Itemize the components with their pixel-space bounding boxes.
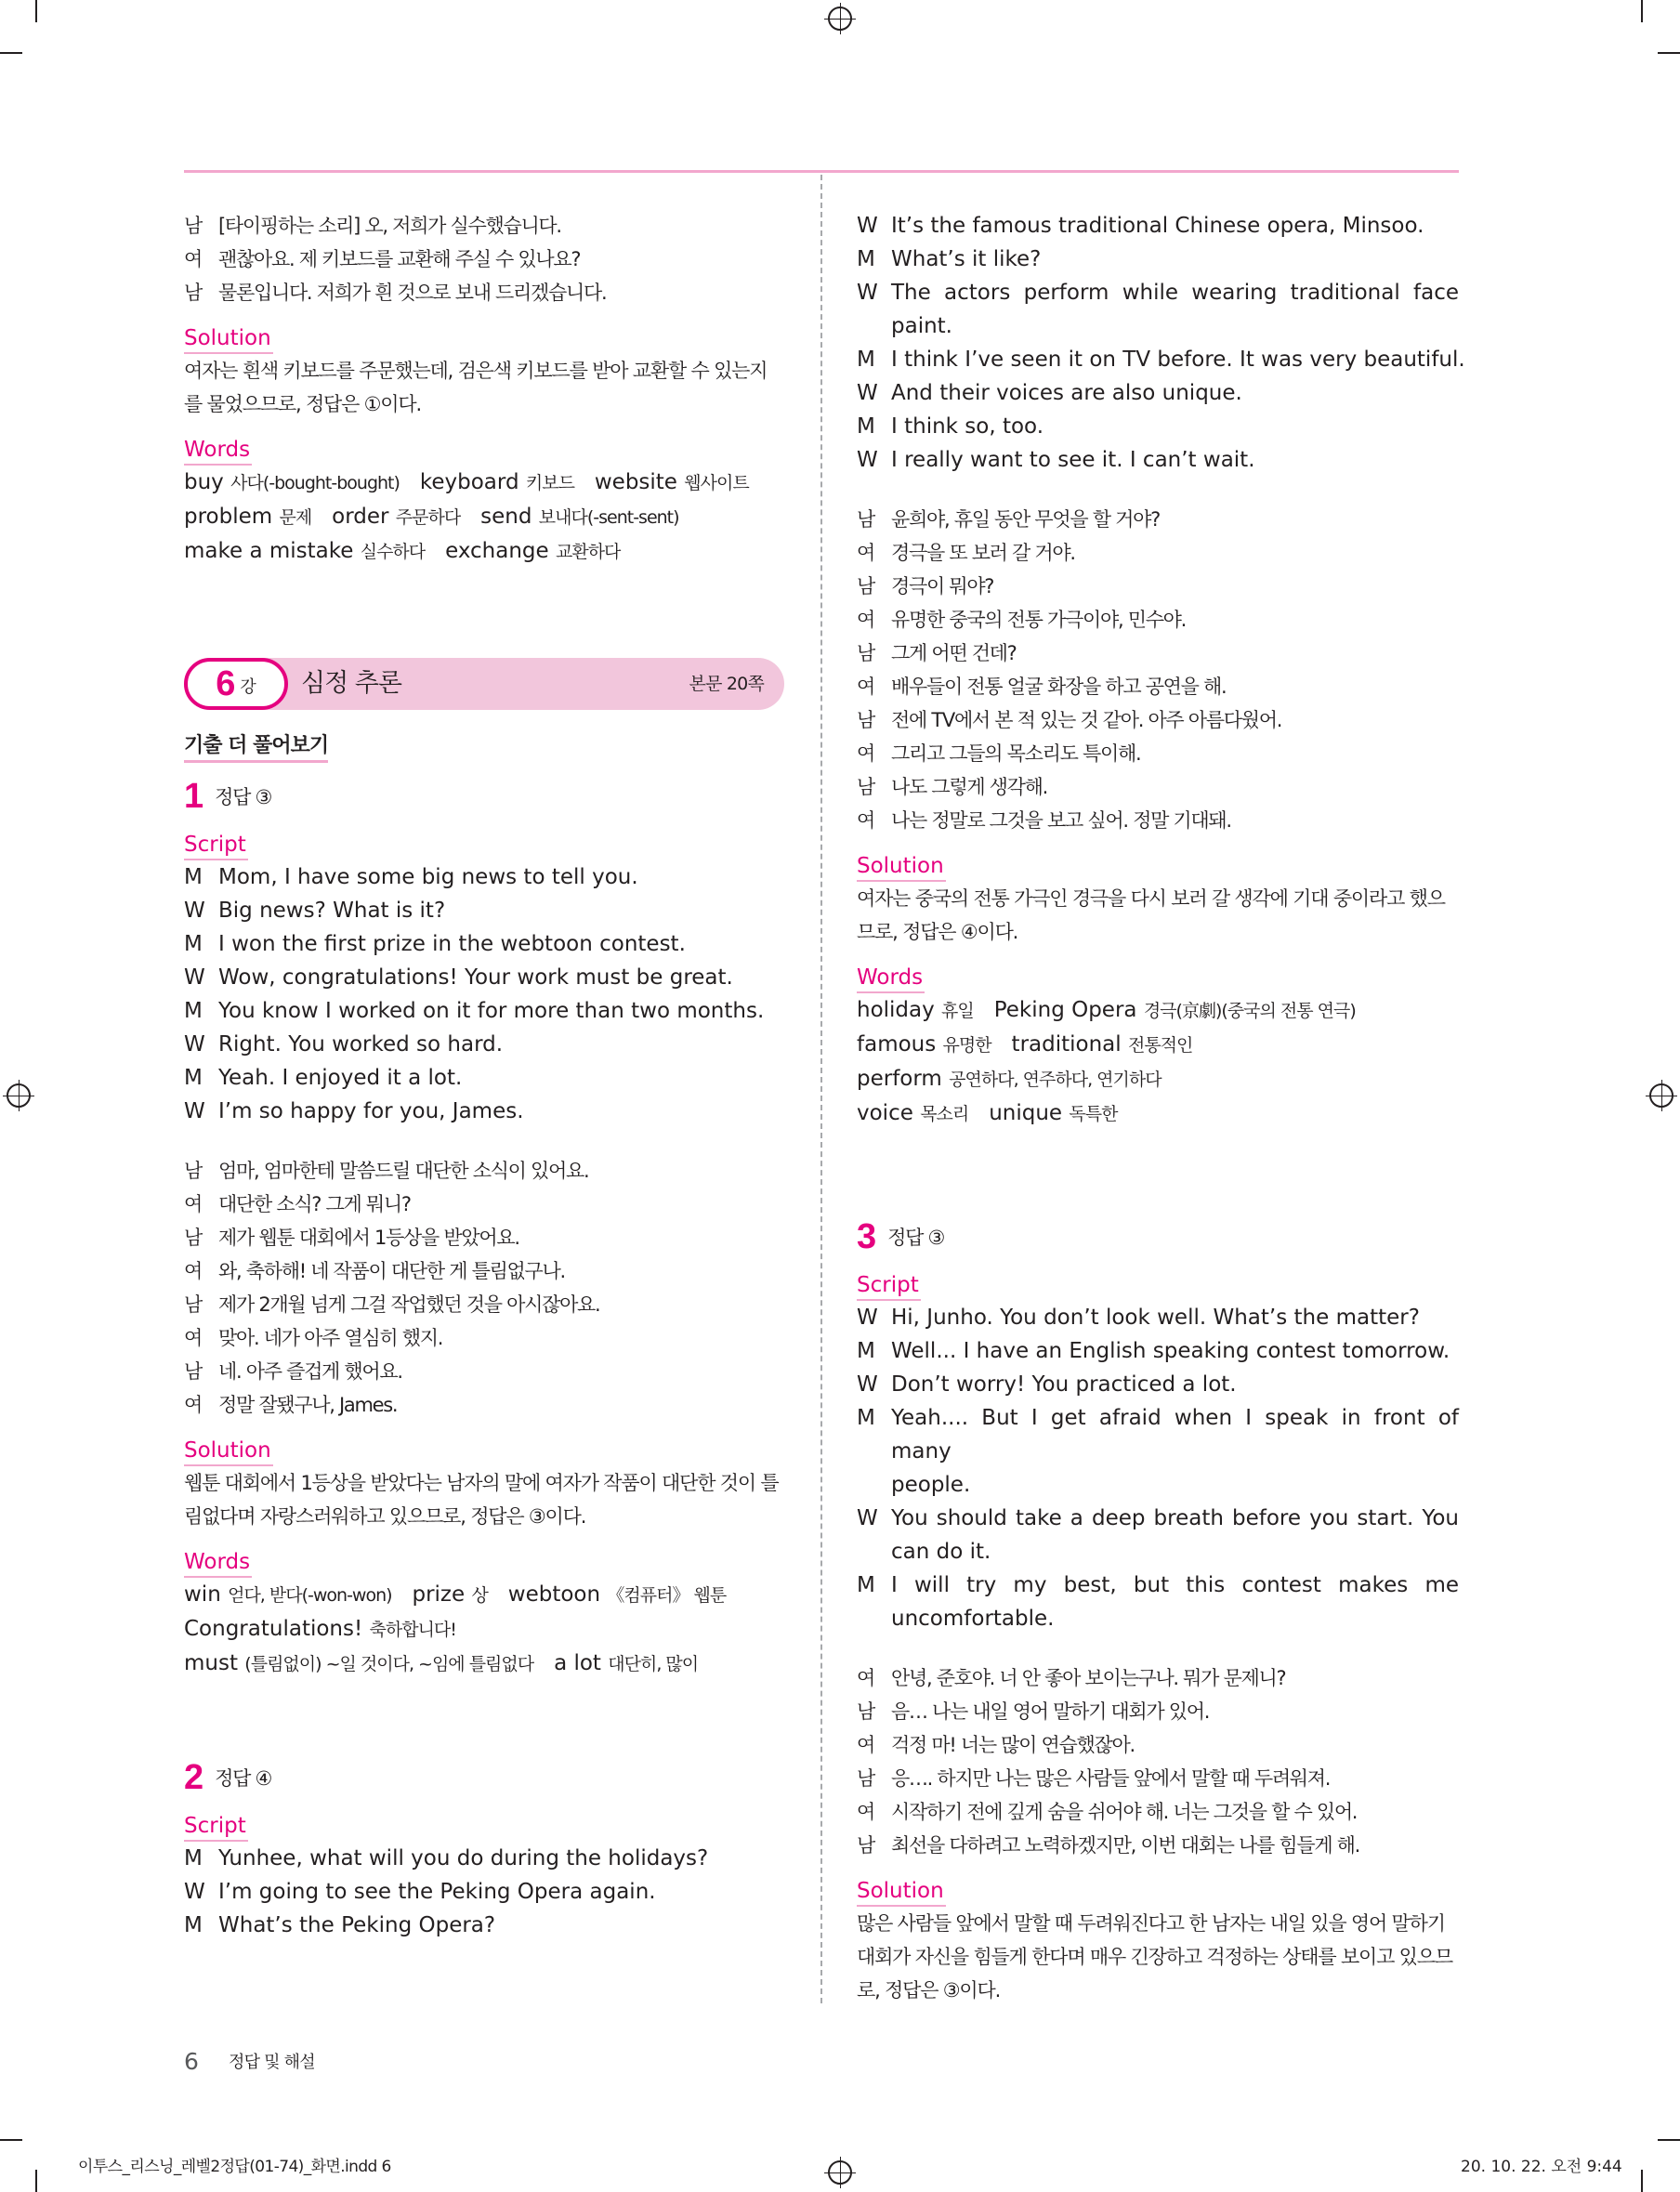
words-line bbox=[184, 500, 784, 534]
line-continuation: people. bbox=[891, 1473, 971, 1497]
line-text: 최선을 다하려고 노력하겠지만, 이번 대회는 나를 힘들게 해. bbox=[891, 1834, 1360, 1857]
line-text: 대단한 소식? 그게 뭐니? bbox=[218, 1193, 411, 1215]
line-text: I’m going to see the Peking Opera again. bbox=[218, 1880, 656, 1904]
line-text: I won the first prize in the webtoon contest. bbox=[218, 932, 686, 956]
word-en: a lot bbox=[554, 1651, 601, 1675]
line-continuation: uncomfortable. bbox=[891, 1607, 1055, 1631]
line-text: 네. 아주 즐겁게 했어요. bbox=[218, 1360, 402, 1383]
word-ko: 사다(-bought-bought) bbox=[230, 473, 400, 493]
registration-mark-icon bbox=[828, 2160, 852, 2185]
line-text: It’s the famous traditional Chinese opera, Minsoo. bbox=[891, 214, 1424, 238]
line-text: 윤희야, 휴일 동안 무엇을 할 거야? bbox=[891, 508, 1160, 531]
word-en: traditional bbox=[1011, 1032, 1122, 1057]
speaker-label: 여 bbox=[857, 1667, 874, 1689]
speaker-label: 여 bbox=[184, 248, 202, 270]
dialogue-line bbox=[184, 1288, 784, 1321]
line-text: 제가 2개월 넘게 그걸 작업했던 것을 아시잖아요. bbox=[218, 1293, 600, 1316]
words-line bbox=[184, 534, 784, 569]
dialogue-korean bbox=[184, 209, 784, 309]
solution-heading: Solution bbox=[184, 324, 273, 354]
speaker-label: W bbox=[184, 1032, 205, 1057]
registration-mark-icon bbox=[7, 1083, 31, 1108]
speaker-label: W bbox=[184, 965, 205, 990]
dialogue-line bbox=[184, 961, 784, 994]
words-line bbox=[184, 1612, 784, 1647]
dialogue-line bbox=[857, 1301, 1459, 1334]
dialogue-line bbox=[184, 1028, 784, 1061]
dialogue-line bbox=[184, 1875, 784, 1909]
speaker-label: 여 bbox=[857, 809, 874, 832]
dialogue-line bbox=[184, 243, 784, 276]
speaker-label: 여 bbox=[184, 1193, 202, 1215]
question-number: 1 bbox=[184, 777, 204, 816]
dialogue-line bbox=[184, 894, 784, 927]
speaker-label: W bbox=[184, 899, 205, 923]
dialogue-line bbox=[184, 1254, 784, 1288]
word-en: order bbox=[332, 505, 389, 529]
word-ko: 실수하다 bbox=[360, 542, 426, 562]
dialogue-line bbox=[184, 927, 784, 961]
line-text: You know I worked on it for more than two months. bbox=[218, 999, 765, 1023]
dialogue-line bbox=[857, 1762, 1459, 1795]
solution-text: 여자는 중국의 전통 가극인 경극을 다시 보러 갈 생각에 기대 중이라고 했으므로, 정답은 ④이다. bbox=[857, 887, 1445, 943]
dialogue-line bbox=[184, 209, 784, 243]
crop-mark bbox=[35, 2170, 37, 2192]
word-en: famous bbox=[857, 1032, 937, 1057]
speaker-label: M bbox=[184, 1913, 203, 1937]
solution-heading: Solution bbox=[857, 1877, 946, 1907]
dialogue-line bbox=[184, 1188, 784, 1221]
word-en: exchange bbox=[445, 539, 549, 563]
dialogue-line bbox=[857, 410, 1459, 443]
speaker-label: 여 bbox=[184, 1394, 202, 1416]
word-en: make a mistake bbox=[184, 539, 354, 563]
dialogue-line bbox=[857, 703, 1459, 737]
answer-label: 정답 ③ bbox=[215, 786, 272, 808]
slug-date: 20. 10. 22. 오전 9:44 bbox=[1461, 2158, 1622, 2176]
speaker-label: 여 bbox=[857, 742, 874, 765]
question-header bbox=[184, 778, 784, 816]
word-ko: 공연하다, 연주하다, 연기하다 bbox=[949, 1070, 1162, 1090]
dialogue-line bbox=[184, 1154, 784, 1188]
line-text: 와, 축하해! 네 작품이 대단한 게 틀림없구나. bbox=[218, 1260, 565, 1282]
solution-heading: Solution bbox=[857, 852, 946, 882]
speaker-label: 여 bbox=[857, 1801, 874, 1823]
script-dialogue bbox=[184, 1842, 784, 1942]
line-continuation: paint. bbox=[891, 314, 952, 338]
word-ko: 목소리 bbox=[920, 1104, 969, 1124]
words-line bbox=[184, 1647, 784, 1681]
speaker-label: 남 bbox=[184, 1293, 202, 1316]
word-en: perform bbox=[857, 1067, 942, 1091]
left-column bbox=[184, 209, 784, 1942]
line-text: 걱정 마! 너는 많이 연습했잖아. bbox=[891, 1734, 1135, 1756]
line-text: The actors perform while wearing traditional face bbox=[891, 281, 1459, 305]
dialogue-line bbox=[857, 1661, 1459, 1695]
crop-mark bbox=[1641, 0, 1643, 22]
question-number: 2 bbox=[184, 1758, 204, 1797]
word-ko: 휴일 bbox=[941, 1001, 974, 1021]
dialogue-line bbox=[857, 1401, 1459, 1468]
speaker-label: W bbox=[857, 448, 878, 472]
line-text: Hi, Junho. You don’t look well. What’s the matter? bbox=[891, 1306, 1420, 1330]
word-en: send bbox=[480, 505, 532, 529]
line-text: What’s the Peking Opera? bbox=[218, 1913, 496, 1937]
word-ko: 주문하다 bbox=[395, 507, 461, 528]
line-text: 시작하기 전에 깊게 숨을 쉬어야 해. 너는 그것을 할 수 있어. bbox=[891, 1801, 1358, 1823]
line-text: 나는 정말로 그것을 보고 싶어. 정말 기대돼. bbox=[891, 809, 1231, 832]
speaker-label: W bbox=[857, 1372, 878, 1397]
script-heading: Script bbox=[184, 1812, 248, 1842]
words-line bbox=[857, 1096, 1459, 1131]
words-heading: Words bbox=[857, 964, 925, 993]
line-continuation: can do it. bbox=[891, 1540, 991, 1564]
dialogue-line bbox=[857, 670, 1459, 703]
word-en: keyboard bbox=[419, 470, 519, 494]
line-text: I think so, too. bbox=[891, 414, 1044, 439]
dialogue-line bbox=[857, 1502, 1459, 1535]
line-text: 제가 웹툰 대회에서 1등상을 받았어요. bbox=[218, 1227, 519, 1249]
speaker-label: W bbox=[184, 1880, 205, 1904]
slug-filename: 이투스_리스닝_레벨2정답(01-74)_화면.indd 6 bbox=[78, 2158, 391, 2176]
line-text: Mom, I have some big news to tell you. bbox=[218, 865, 638, 889]
words-line bbox=[857, 993, 1459, 1028]
registration-mark-icon bbox=[828, 7, 852, 31]
word-ko: 상 bbox=[471, 1585, 488, 1606]
speaker-label: W bbox=[857, 214, 878, 238]
page-reference: 본문 20쪽 bbox=[689, 674, 764, 694]
word-ko: 웹사이트 bbox=[684, 473, 749, 493]
script-dialogue bbox=[184, 860, 784, 1128]
dialogue-line bbox=[184, 1909, 784, 1942]
word-en: unique bbox=[989, 1101, 1063, 1125]
solution-text: 여자는 흰색 키보드를 주문했는데, 검은색 키보드를 받아 교환할 수 있는지를 물었으므로, 정답은 ①이다. bbox=[184, 360, 768, 415]
dialogue-line bbox=[857, 536, 1459, 570]
word-ko: 대단히, 많이 bbox=[608, 1654, 699, 1674]
dialogue-line bbox=[184, 276, 784, 309]
line-text: 그리고 그들의 목소리도 특이해. bbox=[891, 742, 1141, 765]
dialogue-line bbox=[857, 243, 1459, 276]
crop-mark bbox=[1658, 2139, 1680, 2141]
line-text: 물론입니다. 저희가 흰 것으로 보내 드리겠습니다. bbox=[218, 282, 607, 304]
word-en: webtoon bbox=[507, 1582, 601, 1607]
dialogue-line bbox=[857, 637, 1459, 670]
speaker-label: 남 bbox=[857, 1767, 874, 1790]
word-ko: 문제 bbox=[279, 507, 312, 528]
dialogue-line bbox=[857, 1829, 1459, 1862]
word-en: website bbox=[594, 470, 677, 494]
solution-heading: Solution bbox=[184, 1437, 273, 1466]
speaker-label: M bbox=[857, 1339, 875, 1363]
speaker-label: M bbox=[857, 1573, 875, 1597]
word-ko: 키보드 bbox=[525, 473, 574, 493]
lesson-badge bbox=[184, 658, 288, 710]
solution-text: 많은 사람들 앞에서 말할 때 두려워진다고 한 남자는 내일 있을 영어 말하기 대회가 자신을 힘들게 한다며 매우 긴장하고 걱정하는 상태를 보이고 있으므로, 정답은 ③이다. bbox=[857, 1912, 1452, 2002]
word-en: win bbox=[184, 1582, 221, 1607]
words-heading: Words bbox=[184, 1548, 252, 1578]
line-text: Yeah.... But I get afraid when I speak in front of many bbox=[891, 1406, 1459, 1464]
line-text: 나도 그렇게 생각해. bbox=[891, 776, 1048, 798]
line-text: I really want to see it. I can’t wait. bbox=[891, 448, 1255, 472]
dialogue-line bbox=[184, 994, 784, 1028]
dialogue-line bbox=[857, 1728, 1459, 1762]
line-text: What’s it like? bbox=[891, 247, 1042, 271]
dialogue-line bbox=[184, 1842, 784, 1875]
line-text: Don’t worry! You practiced a lot. bbox=[891, 1372, 1237, 1397]
line-text: Big news? What is it? bbox=[218, 899, 446, 923]
subsection-title: 기출 더 풀어보기 bbox=[184, 732, 328, 763]
dialogue-line bbox=[857, 276, 1459, 309]
speaker-label: M bbox=[857, 247, 875, 271]
page-label: 정답 및 해설 bbox=[229, 2053, 315, 2072]
speaker-label: 남 bbox=[184, 1227, 202, 1249]
crop-mark bbox=[1641, 2170, 1643, 2192]
page-number: 6 bbox=[184, 2048, 199, 2075]
column-divider bbox=[820, 175, 822, 2003]
speaker-label: 남 bbox=[857, 575, 874, 597]
speaker-label: 남 bbox=[184, 1160, 202, 1182]
words-heading: Words bbox=[184, 436, 252, 466]
dialogue-line bbox=[184, 1355, 784, 1388]
speaker-label: W bbox=[184, 1099, 205, 1123]
speaker-label: M bbox=[857, 1406, 875, 1430]
word-ko: 보내다(-sent-sent) bbox=[538, 507, 679, 528]
word-ko: (틀림없이) ~일 것이다, ~임에 틀림없다 bbox=[244, 1654, 534, 1674]
dialogue-line bbox=[857, 343, 1465, 376]
line-text: 안녕, 준호야. 너 안 좋아 보이는구나. 뭐가 문제니? bbox=[891, 1667, 1286, 1689]
crop-mark bbox=[35, 0, 37, 22]
speaker-label: M bbox=[184, 1846, 203, 1870]
dialogue-line bbox=[857, 209, 1459, 243]
words-line bbox=[857, 1062, 1459, 1096]
speaker-label: 여 bbox=[857, 609, 874, 631]
word-ko: 경극(京劇)(중국의 전통 연극) bbox=[1143, 1001, 1356, 1021]
question-header bbox=[184, 1759, 784, 1797]
speaker-label: 남 bbox=[857, 776, 874, 798]
answer-label: 정답 ③ bbox=[887, 1227, 945, 1249]
line-text: You should take a deep breath before you start. You bbox=[891, 1506, 1459, 1530]
word-en: voice bbox=[857, 1101, 913, 1125]
crop-mark bbox=[1658, 52, 1680, 54]
dialogue-line bbox=[857, 1569, 1459, 1602]
question-number: 3 bbox=[857, 1217, 877, 1256]
dialogue-line bbox=[857, 1334, 1459, 1368]
word-ko: 《컴퓨터》 웹툰 bbox=[607, 1585, 727, 1606]
solution-text: 웹툰 대회에서 1등상을 받았다는 남자의 말에 여자가 작품이 대단한 것이 틀림없다며 자랑스러워하고 있으므로, 정답은 ③이다. bbox=[184, 1472, 779, 1528]
line-text: 경극이 뭐야? bbox=[891, 575, 994, 597]
dialogue-line bbox=[184, 860, 784, 894]
dialogue-line bbox=[857, 737, 1459, 770]
word-ko: 얻다, 받다(-won-won) bbox=[228, 1585, 392, 1606]
dialogue-line bbox=[857, 503, 1459, 536]
speaker-label: 여 bbox=[184, 1260, 202, 1282]
crop-mark bbox=[0, 52, 22, 54]
lesson-unit: 강 bbox=[240, 677, 256, 697]
speaker-label: M bbox=[857, 414, 875, 439]
script-dialogue bbox=[857, 209, 1465, 477]
line-text: Well... I have an English speaking contest tomorrow. bbox=[891, 1339, 1450, 1363]
dialogue-line bbox=[184, 1321, 784, 1355]
crop-mark bbox=[0, 2139, 22, 2141]
line-text: 전에 TV에서 본 적 있는 것 같아. 아주 아름다웠어. bbox=[891, 709, 1282, 731]
word-ko: 축하합니다! bbox=[369, 1620, 456, 1640]
speaker-label: M bbox=[184, 932, 203, 956]
speaker-label: 남 bbox=[857, 1700, 874, 1723]
speaker-label: M bbox=[184, 999, 203, 1023]
line-text: 경극을 또 보러 갈 거야. bbox=[891, 542, 1075, 564]
dialogue-line bbox=[184, 1221, 784, 1254]
word-ko: 유명한 bbox=[942, 1035, 991, 1056]
dialogue-line bbox=[857, 443, 1459, 477]
line-text: 유명한 중국의 전통 가극이야, 민수야. bbox=[891, 609, 1187, 631]
words-line bbox=[184, 1578, 784, 1612]
line-text: 음… 나는 내일 영어 말하기 대회가 있어. bbox=[891, 1700, 1210, 1723]
line-text: 정말 잘됐구나, James. bbox=[218, 1394, 398, 1416]
speaker-label: 남 bbox=[184, 215, 202, 237]
dialogue-korean bbox=[184, 1154, 784, 1422]
dialogue-korean bbox=[857, 503, 1459, 837]
words-line bbox=[857, 1028, 1459, 1062]
speaker-label: M bbox=[184, 865, 203, 889]
registration-mark-icon bbox=[1649, 1083, 1673, 1108]
script-heading: Script bbox=[184, 831, 248, 860]
word-ko: 전통적인 bbox=[1127, 1035, 1193, 1056]
dialogue-line bbox=[857, 570, 1459, 603]
speaker-label: 남 bbox=[184, 1360, 202, 1383]
dialogue-korean bbox=[857, 1661, 1459, 1862]
dialogue-line bbox=[857, 1795, 1459, 1829]
line-text: Right. You worked so hard. bbox=[218, 1032, 504, 1057]
line-text: I’m so happy for you, James. bbox=[218, 1099, 524, 1123]
word-en: buy bbox=[184, 470, 224, 494]
line-text: 배우들이 전통 얼굴 화장을 하고 공연을 해. bbox=[891, 676, 1227, 698]
dialogue-line bbox=[184, 1388, 784, 1422]
speaker-label: M bbox=[184, 1066, 203, 1090]
dialogue-line bbox=[857, 804, 1459, 837]
speaker-label: W bbox=[857, 1506, 878, 1530]
right-column bbox=[857, 209, 1465, 2007]
speaker-label: W bbox=[857, 381, 878, 405]
word-ko: 독특한 bbox=[1069, 1104, 1118, 1124]
word-en: problem bbox=[184, 505, 273, 529]
line-text: I think I’ve seen it on TV before. It was very beautiful. bbox=[891, 348, 1465, 372]
speaker-label: 남 bbox=[857, 709, 874, 731]
line-text: And their voices are also unique. bbox=[891, 381, 1242, 405]
dialogue-line bbox=[857, 1695, 1459, 1728]
line-text: Yeah. I enjoyed it a lot. bbox=[218, 1066, 463, 1090]
question-header bbox=[857, 1218, 1459, 1256]
script-dialogue bbox=[857, 1301, 1459, 1635]
lesson-number: 6 bbox=[216, 664, 236, 703]
word-en: Congratulations! bbox=[184, 1617, 363, 1641]
line-text: 엄마, 엄마한테 말씀드릴 대단한 소식이 있어요. bbox=[218, 1160, 589, 1182]
line-text: [타이핑하는 소리] 오, 저희가 실수했습니다. bbox=[218, 215, 561, 237]
words-line bbox=[184, 466, 784, 500]
dialogue-line bbox=[857, 376, 1459, 410]
lesson-banner bbox=[184, 658, 784, 710]
speaker-label: W bbox=[857, 281, 878, 305]
lesson-title: 심정 추론 bbox=[301, 669, 401, 698]
script-heading: Script bbox=[857, 1271, 921, 1301]
dialogue-line bbox=[857, 603, 1459, 637]
speaker-label: 남 bbox=[857, 508, 874, 531]
speaker-label: W bbox=[857, 1306, 878, 1330]
speaker-label: M bbox=[857, 348, 875, 372]
word-en: prize bbox=[412, 1582, 466, 1607]
line-text: I will try my best, but this contest makes me bbox=[891, 1573, 1459, 1597]
top-rule bbox=[184, 170, 1459, 173]
dialogue-line bbox=[857, 1368, 1459, 1401]
line-text: Wow, congratulations! Your work must be great. bbox=[218, 965, 733, 990]
speaker-label: 남 bbox=[857, 642, 874, 664]
line-text: 응…. 하지만 나는 많은 사람들 앞에서 말할 때 두려워져. bbox=[891, 1767, 1331, 1790]
line-text: Yunhee, what will you do during the holidays? bbox=[218, 1846, 709, 1870]
line-text: 괜찮아요. 제 키보드를 교환해 주실 수 있나요? bbox=[218, 248, 581, 270]
speaker-label: 여 bbox=[857, 676, 874, 698]
word-en: Peking Opera bbox=[993, 998, 1137, 1022]
answer-label: 정답 ④ bbox=[215, 1767, 272, 1790]
speaker-label: 여 bbox=[857, 542, 874, 564]
speaker-label: 남 bbox=[857, 1834, 874, 1857]
line-text: 맞아. 네가 아주 열심히 했지. bbox=[218, 1327, 443, 1349]
line-text: 그게 어떤 건데? bbox=[891, 642, 1017, 664]
dialogue-line bbox=[184, 1061, 784, 1095]
speaker-label: 여 bbox=[857, 1734, 874, 1756]
speaker-label: 여 bbox=[184, 1327, 202, 1349]
speaker-label: 남 bbox=[184, 282, 202, 304]
dialogue-line bbox=[857, 770, 1459, 804]
word-en: must bbox=[184, 1651, 238, 1675]
word-en: holiday bbox=[857, 998, 935, 1022]
word-ko: 교환하다 bbox=[556, 542, 621, 562]
dialogue-line bbox=[184, 1095, 784, 1128]
